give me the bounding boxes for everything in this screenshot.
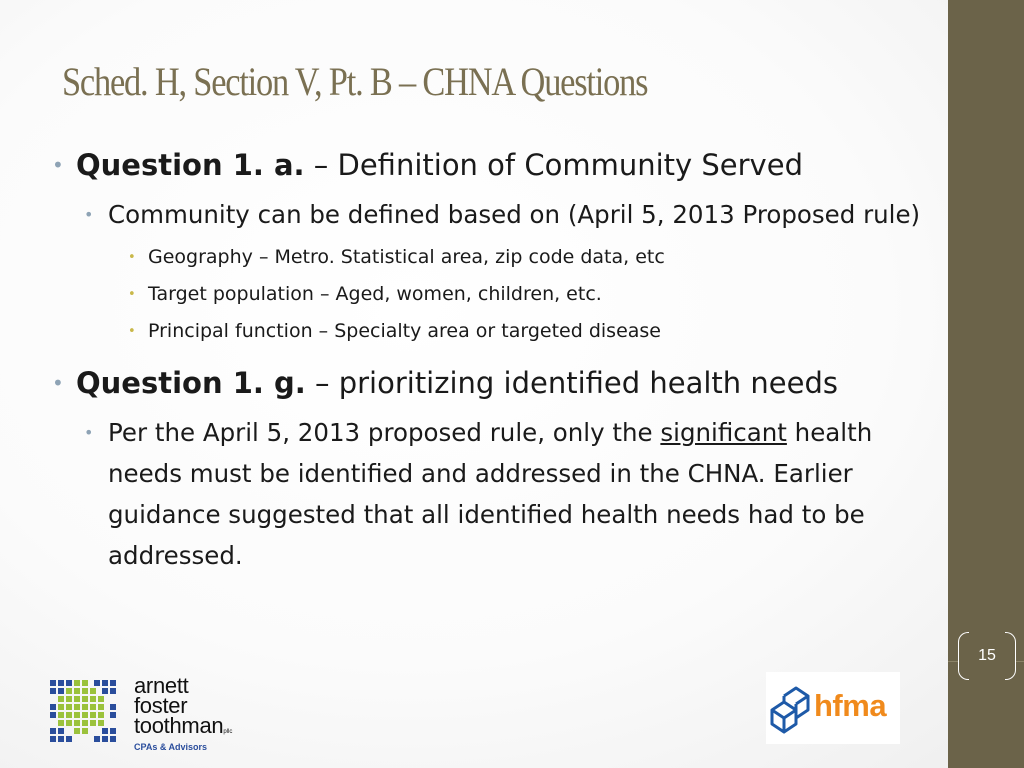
question-1g-label: Question 1. g.	[76, 366, 306, 400]
list-item: Target population – Aged, women, children, etc.	[148, 283, 602, 305]
significant-needs-text-after: health needs must be identified and addressed in the CHNA. Earlier guidance suggested that all identified health needs had to be addressed.	[108, 418, 873, 570]
slide-number: 15	[978, 647, 996, 664]
aft-wordmark	[134, 673, 233, 742]
question-1a-label: Question 1. a.	[76, 148, 305, 182]
slide-content	[52, 146, 942, 576]
slide-title: Sched. H, Section V, Pt. B – CHNA Questions	[62, 59, 648, 104]
aft-grid-logo-icon	[50, 680, 116, 742]
sub-bullet-community-definition	[52, 194, 942, 235]
significant-needs-text-before: Per the April 5, 2013 proposed rule, only the	[108, 418, 661, 447]
aft-line-arnett: arnett	[134, 673, 189, 698]
aft-line-foster: foster	[134, 693, 188, 718]
bullet-dot-icon: •	[52, 371, 64, 395]
bullet-dot-icon: •	[128, 250, 136, 265]
aft-pllc: pllc	[223, 729, 233, 735]
significant-underlined: significant	[660, 418, 787, 447]
arnett-foster-toothman-logo	[50, 673, 290, 756]
sub-sub-bullet-geography	[52, 239, 942, 276]
question-1g-text: – prioritizing identified health needs	[305, 366, 838, 400]
bullet-dot-icon: •	[128, 324, 136, 339]
sub-sub-bullet-principal-function	[52, 313, 942, 350]
bullet-question-1a	[52, 146, 942, 184]
community-definition-text: Community can be defined based on (April 5, 2013 Proposed rule)	[108, 200, 921, 229]
sub-sub-bullet-target-population	[52, 276, 942, 313]
hfma-cube-icon	[766, 672, 814, 744]
aft-line-toothman: toothmanpllc	[134, 713, 233, 738]
hfma-logo	[766, 672, 900, 744]
bullet-dot-icon: •	[52, 153, 64, 177]
hfma-wordmark: hfma	[814, 688, 887, 723]
bullet-dot-icon: •	[128, 287, 136, 302]
bullet-dot-icon: •	[84, 205, 94, 224]
bullet-question-1g	[52, 364, 942, 402]
list-item: Principal function – Specialty area or targeted disease	[148, 320, 661, 342]
slide-number-badge	[958, 632, 1016, 680]
bracket-left-icon	[958, 632, 969, 680]
sub-bullet-significant-needs	[52, 412, 942, 576]
aft-tagline: CPAs & Advisors	[134, 742, 208, 752]
list-item: Geography – Metro. Statistical area, zip code data, etc	[148, 246, 665, 268]
question-1a-text: – Definition of Community Served	[304, 148, 803, 182]
bullet-dot-icon: •	[84, 423, 94, 442]
bracket-right-icon	[1005, 632, 1016, 680]
